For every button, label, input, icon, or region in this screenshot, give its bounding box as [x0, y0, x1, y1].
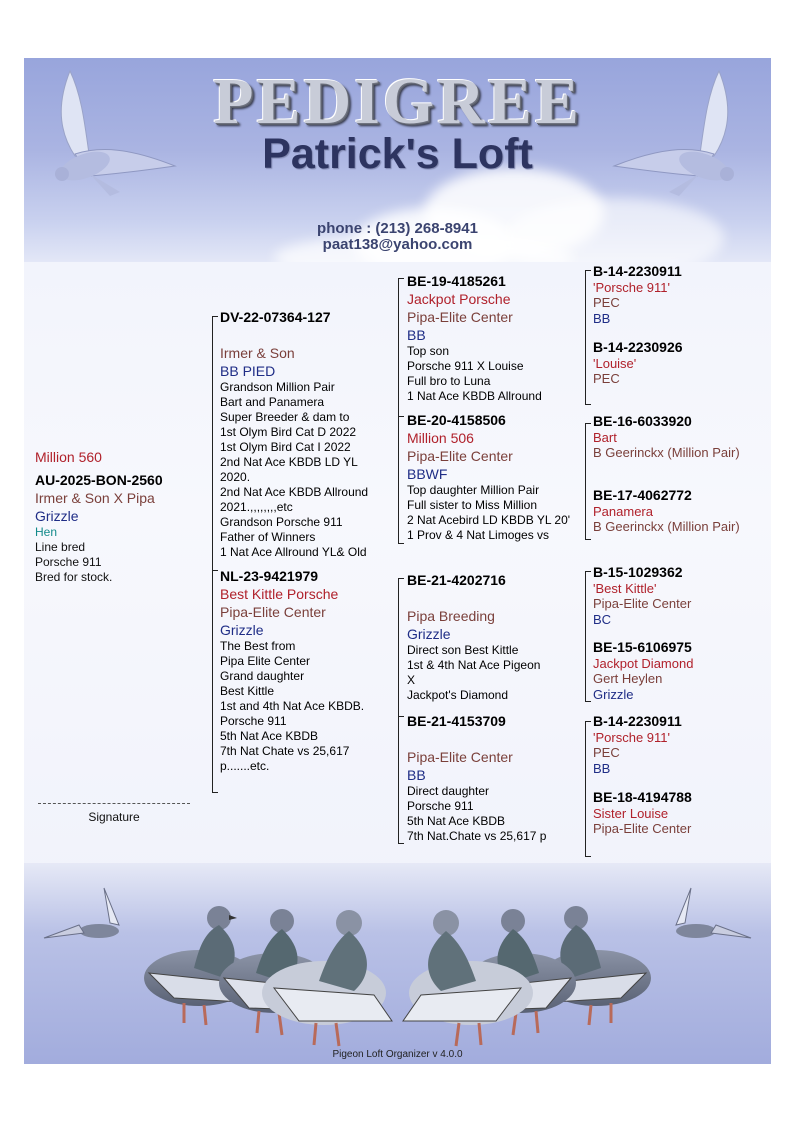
grandparent-ring: BE-20-4158506	[407, 412, 506, 428]
software-version: Pigeon Loft Organizer v 4.0.0	[332, 1049, 463, 1060]
grandparent-note: Full bro to Luna	[407, 374, 491, 388]
grandparent-note: Jackpot's Diamond	[407, 688, 509, 702]
sire-note: 2020.	[220, 470, 251, 484]
grandparent-dam-dam	[407, 713, 546, 844]
great-grandparent	[593, 713, 682, 777]
dam-bird	[220, 568, 364, 774]
sire-note: 2nd Nat Ace KBDB LD YL	[220, 455, 358, 469]
subject-cross: Irmer & Son X Pipa	[35, 490, 155, 506]
grandparent-ring: BE-19-4185261	[407, 273, 506, 289]
subject-color: Grizzle	[35, 508, 79, 524]
ggp-breeder: PEC	[593, 371, 620, 386]
ggp-name: Bart	[593, 430, 617, 445]
bracket-gen2-dam	[398, 578, 399, 843]
sire-color: BB PIED	[220, 363, 276, 379]
bracket-gen3	[585, 423, 586, 539]
dam-ring: NL-23-9421979	[220, 568, 319, 584]
grandparent-note: 1 Nat Ace KBDB Allround	[407, 389, 542, 403]
dam-note: 7th Nat Chate vs 25,617	[220, 744, 350, 758]
grandparent-color: BB	[407, 767, 426, 783]
subject-sex: Hen	[35, 525, 58, 539]
grandparent-name	[407, 589, 540, 607]
ggp-color: BB	[593, 761, 611, 776]
ggp-breeder: Pipa-Elite Center	[593, 596, 692, 611]
dam-name: Best Kittle Porsche	[220, 586, 339, 602]
phone-number: phone : (213) 268-8941	[317, 220, 478, 237]
grandparent-dam-sire	[407, 572, 540, 703]
ggp-breeder: Pipa-Elite Center	[593, 821, 692, 836]
ggp-ring: BE-17-4062772	[593, 487, 692, 503]
ggp-ring: B-14-2230911	[593, 263, 682, 279]
dam-color: Grizzle	[220, 622, 264, 638]
sire-note: 2021.,,,,,,,,etc	[220, 500, 293, 514]
sire-note: 2nd Nat Ace KBDB Allround	[220, 485, 369, 499]
grandparent-note: 5th Nat Ace KBDB	[407, 814, 506, 828]
grandparent-breeder: Pipa-Elite Center	[407, 448, 513, 464]
ggp-color: Grizzle	[593, 687, 634, 702]
grandparent-breeder: Pipa-Elite Center	[407, 749, 513, 765]
subject-note: Line bred	[35, 540, 86, 554]
sire-note: 1st Olym Bird Cat D 2022	[220, 425, 357, 439]
grandparent-note: 1 Prov & 4 Nat Limoges vs	[407, 528, 550, 542]
great-grandparent	[593, 789, 692, 837]
sire-note: Father of Winners	[220, 530, 316, 544]
grandparent-note: 7th Nat.Chate vs 25,617 p	[407, 829, 547, 843]
sire-breeder: Irmer & Son	[220, 345, 295, 361]
sire-note: Super Breeder & dam to	[220, 410, 350, 424]
grandparent-sire-sire	[407, 273, 542, 404]
ggp-name: 'Best Kittle'	[593, 581, 657, 596]
bracket-gen2-sire	[398, 278, 399, 543]
bracket-gen1	[212, 316, 213, 792]
ggp-ring: B-14-2230926	[593, 339, 683, 355]
pedigree-title: PEDIGREE	[213, 65, 582, 138]
signature-line	[38, 803, 190, 804]
grandparent-breeder: Pipa Breeding	[407, 608, 495, 624]
sire-bird	[220, 309, 368, 560]
grandparent-breeder: Pipa-Elite Center	[407, 309, 513, 325]
grandparent-note: Top daughter Million Pair	[407, 483, 540, 497]
sire-ring: DV-22-07364-127	[220, 309, 331, 325]
dam-note: Pipa Elite Center	[220, 654, 311, 668]
dam-note: p.......etc.	[220, 759, 270, 773]
sire-note: Grandson Million Pair	[220, 380, 335, 394]
grandparent-note: 2 Nat Acebird LD KBDB YL 20'	[407, 513, 571, 527]
great-grandparent	[593, 339, 683, 387]
grandparent-ring: BE-21-4202716	[407, 572, 506, 588]
subject-bird	[35, 447, 163, 585]
footer-banner	[24, 863, 771, 1064]
dam-note: The Best from	[220, 639, 296, 653]
pigeons-illustration-icon	[24, 863, 771, 1064]
ggp-name: 'Louise'	[593, 356, 637, 371]
great-grandparent	[593, 413, 740, 461]
dam-note: Grand daughter	[220, 669, 305, 683]
ggp-name: Sister Louise	[593, 806, 669, 821]
grandparent-name: Million 506	[407, 430, 474, 446]
dam-note: 5th Nat Ace KBDB	[220, 729, 319, 743]
signature-label: Signature	[88, 810, 140, 824]
great-grandparent	[593, 487, 740, 535]
ggp-ring: B-15-1029362	[593, 564, 683, 580]
ggp-breeder: Gert Heylen	[593, 671, 663, 686]
sire-note: 1 Nat Ace Allround YL& Old	[220, 545, 367, 559]
grandparent-name	[407, 730, 546, 748]
grandparent-color: Grizzle	[407, 626, 451, 642]
ggp-ring: BE-15-6106975	[593, 639, 692, 655]
grandparent-color: BBWF	[407, 466, 448, 482]
ggp-breeder: B Geerinckx (Million Pair)	[593, 445, 740, 460]
grandparent-note: X	[407, 673, 416, 687]
grandparent-note: Direct daughter	[407, 784, 490, 798]
grandparent-color: BB	[407, 327, 426, 343]
grandparent-note: Full sister to Miss Million	[407, 498, 538, 512]
subject-name: Million 560	[35, 449, 102, 465]
grandparent-note: Porsche 911 X Louise	[407, 359, 524, 373]
ggp-name: 'Porsche 911'	[593, 730, 670, 745]
bracket-gen3	[585, 270, 586, 404]
email-address: paat138@yahoo.com	[322, 236, 473, 253]
ggp-color: BC	[593, 612, 612, 627]
sire-note: 1st Olym Bird Cat I 2022	[220, 440, 351, 454]
dam-note: Porsche 911	[220, 714, 287, 728]
dam-breeder: Pipa-Elite Center	[220, 604, 326, 620]
bracket-gen3	[585, 721, 586, 856]
ggp-ring: B-14-2230911	[593, 713, 682, 729]
great-grandparent	[593, 263, 682, 327]
ggp-color: BB	[593, 311, 611, 326]
grandparent-note: Porsche 911	[407, 799, 474, 813]
sire-note: Grandson Porsche 911	[220, 515, 343, 529]
ggp-ring: BE-18-4194788	[593, 789, 692, 805]
ggp-name: Jackpot Diamond	[593, 656, 694, 671]
ggp-breeder: B Geerinckx (Million Pair)	[593, 519, 740, 534]
pedigree-page	[24, 58, 771, 1064]
grandparent-note: 1st & 4th Nat Ace Pigeon	[407, 658, 541, 672]
ggp-name: 'Porsche 911'	[593, 280, 670, 295]
subject-note: Bred for stock.	[35, 570, 113, 584]
grandparent-note: Top son	[407, 344, 450, 358]
header-banner	[24, 58, 771, 262]
ggp-ring: BE-16-6033920	[593, 413, 692, 429]
ggp-breeder: PEC	[593, 295, 620, 310]
grandparent-name: Jackpot Porsche	[407, 291, 511, 307]
ggp-breeder: PEC	[593, 745, 620, 760]
grandparent-note: Direct son Best Kittle	[407, 643, 519, 657]
sire-note: Bart and Panamera	[220, 395, 325, 409]
subject-note: Porsche 911	[35, 555, 102, 569]
grandparent-sire-dam	[407, 412, 570, 543]
dam-note: 1st and 4th Nat Ace KBDB.	[220, 699, 365, 713]
great-grandparent	[593, 639, 693, 703]
grandparent-ring: BE-21-4153709	[407, 713, 506, 729]
contact-info	[24, 221, 771, 253]
loft-name: Patrick's Loft	[262, 130, 533, 178]
dam-note: Best Kittle	[220, 684, 275, 698]
great-grandparent	[593, 564, 691, 628]
bracket-gen3	[585, 571, 586, 701]
subject-ring: AU-2025-BON-2560	[35, 472, 163, 488]
ggp-name: Panamera	[593, 504, 653, 519]
